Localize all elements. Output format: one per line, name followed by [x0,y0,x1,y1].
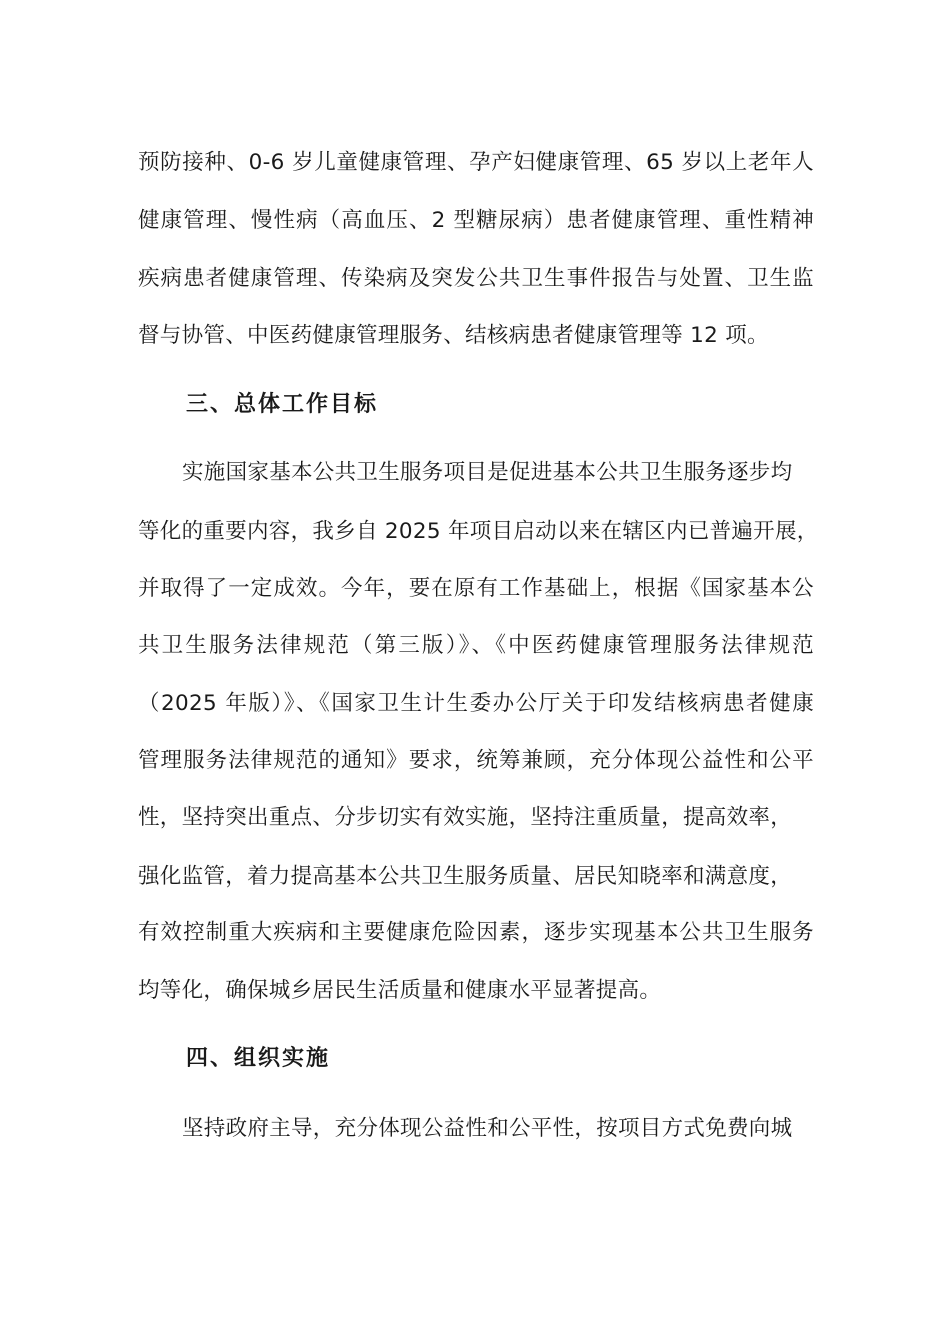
paragraph-2-line-9: 有效控制重大疾病和主要健康危险因素，逐步实现基本公共卫生服务 [138,920,814,945]
paragraph-1-line-1: 预防接种、0-6 岁儿童健康管理、孕产妇健康管理、65 岁以上老年人 [138,150,814,175]
paragraph-3-line-1: 坚持政府主导，充分体现公益性和公平性，按项目方式免费向城 [182,1116,793,1141]
paragraph-2-line-8: 强化监管，着力提高基本公共卫生服务质量、居民知晓率和满意度， [138,864,793,889]
paragraph-2-line-7: 性，坚持突出重点、分步切实有效实施，坚持注重质量，提高效率， [138,805,793,830]
section-heading-3: 三、总体工作目标 [186,392,379,417]
paragraph-1-line-3: 疾病患者健康管理、传染病及突发公共卫生事件报告与处置、卫生监 [138,266,814,291]
paragraph-2-line-10: 均等化，确保城乡居民生活质量和健康水平显著提高。 [138,978,662,1003]
paragraph-2-line-3: 并取得了一定成效。今年，要在原有工作基础上，根据《国家基本公 [138,576,814,601]
paragraph-1-line-4: 督与协管、中医药健康管理服务、结核病患者健康管理等 12 项。 [138,323,769,348]
paragraph-2-line-5: （2025 年版）》、《国家卫生计生委办公厅关于印发结核病患者健康 [138,691,814,716]
paragraph-2-line-4: 共卫生服务法律规范（第三版）》、《中医药健康管理服务法律规范 [138,633,814,658]
section-heading-4: 四、组织实施 [186,1046,331,1071]
paragraph-2-line-6: 管理服务法律规范的通知》要求，统筹兼顾，充分体现公益性和公平 [138,748,814,773]
paragraph-2-line-1: 实施国家基本公共卫生服务项目是促进基本公共卫生服务逐步均 [182,460,793,485]
paragraph-1-line-2: 健康管理、慢性病（高血压、2 型糖尿病）患者健康管理、重性精神 [138,208,814,233]
paragraph-2-line-2: 等化的重要内容，我乡自 2025 年项目启动以来在辖区内已普遍开展， [138,519,819,544]
